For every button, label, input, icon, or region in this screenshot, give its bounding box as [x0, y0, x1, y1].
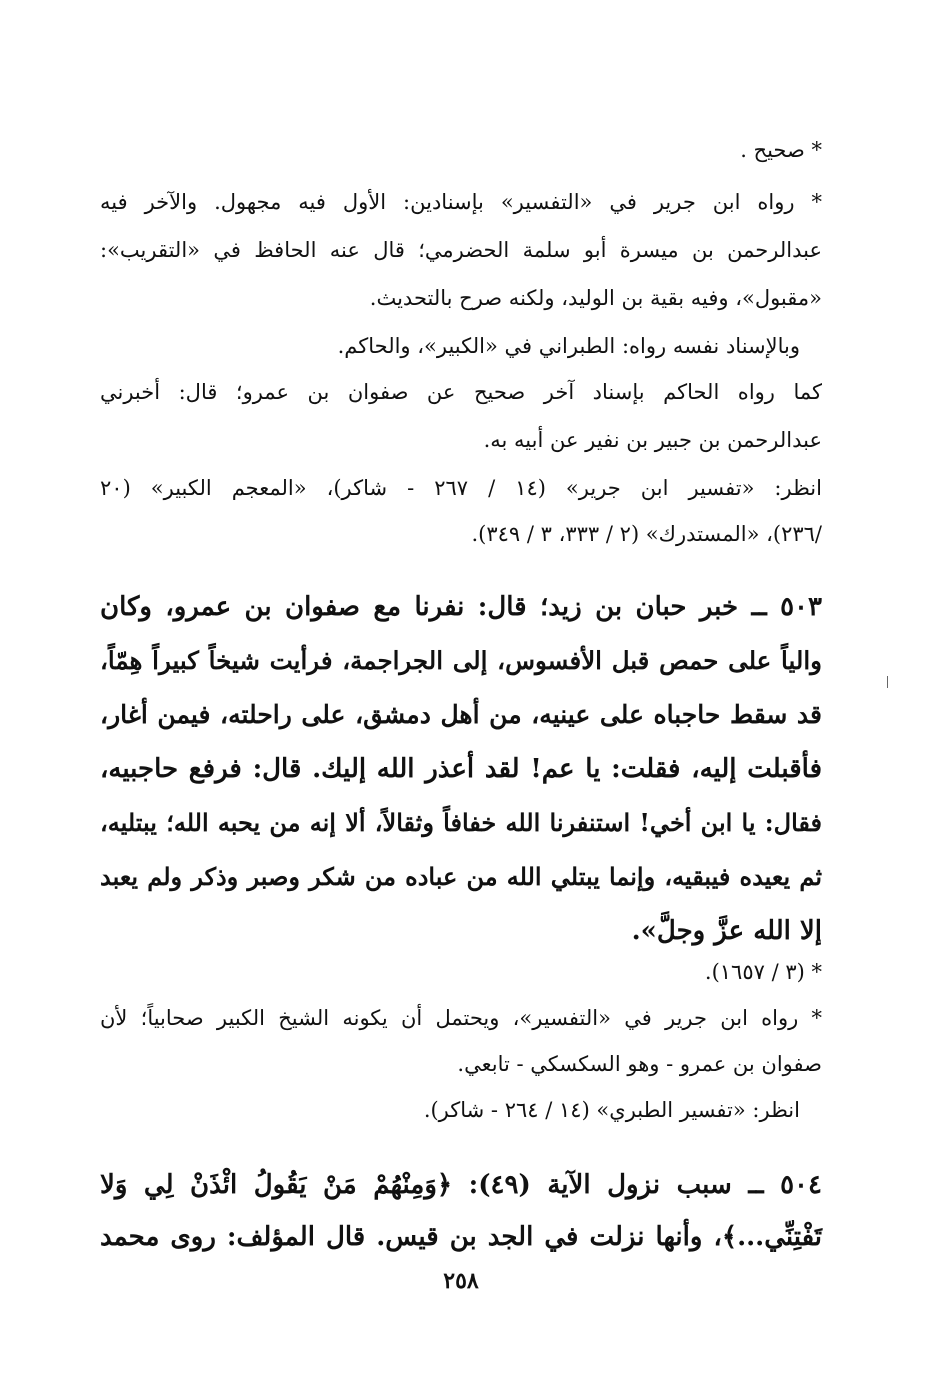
note-line: «مقبول»، وفيه بقية بن الوليد، ولكنه صرح بالتحديث.	[369, 286, 822, 310]
narration-line: ٥٠٤ ــ سبب نزول الآية (٤٩): ﴿وَمِنْهُمْ مَنْ يَقُولُ ائْذَنْ لِي وَلا	[100, 1170, 822, 1200]
narration-line: ٥٠٣ ــ خبر حبان بن زيد؛ قال: نفرنا مع صفوان بن عمرو، وكان	[100, 592, 822, 622]
note-line: * رواه ابن جرير في «التفسير»، ويحتمل أن يكونه الشيخ الكبير صحابياً؛ لأن	[100, 1006, 822, 1030]
narration-line: فأقبلت إليه، فقلت: يا عم! لقد أعذر الله إليك. قال: فرفع حاجبيه،	[100, 754, 822, 784]
narration-line: والياً على حمص قبل الأفسوس، إلى الجراجمة، فرأيت شيخاً كبيراً هِمّاً،	[100, 646, 822, 675]
scan-mark	[887, 676, 888, 688]
narration-line: قد سقط حاجباه على عينيه، من أهل دمشق، على راحلته، فيمن أغار،	[100, 700, 822, 729]
book-page	[100, 0, 822, 1396]
page-number: ٢٥٨	[443, 1268, 479, 1294]
note-line: كما رواه الحاكم بإسناد آخر صحيح عن صفوان بن عمرو؛ قال: أخبرني	[100, 380, 822, 404]
note-line: وبالإسناد نفسه رواه: الطبراني في «الكبير»، والحاكم.	[337, 334, 800, 358]
note-line: عبدالرحمن بن جبير بن نفير عن أبيه به.	[483, 428, 822, 452]
narration-line: تَفْتِنِّي...﴾، وأنها نزلت في الجد بن قيس. قال المؤلف: روى محمد	[100, 1222, 822, 1252]
narration-line: ثم يعيده فيبقيه، وإنما يبتلي الله من عباده من شكر وصبر وذكر ولم يعبد	[100, 862, 822, 891]
note-line: صفوان بن عمرو - وهو السكسكي - تابعي.	[457, 1052, 822, 1076]
reference-line: انظر: «تفسير ابن جرير» (١٤ / ٢٦٧ - شاكر)، «المعجم الكبير» (٢٠	[100, 476, 822, 500]
note-line: * رواه ابن جرير في «التفسير» بإسنادين: الأول فيه مجهول. والآخر فيه	[100, 190, 822, 214]
reference-line: /٢٣٦)، «المستدرك» (٢ / ٣٣٣، ٣ / ٣٤٩).	[471, 522, 822, 546]
reference-line: انظر: «تفسير الطبري» (١٤ / ٢٦٤ - شاكر).	[423, 1098, 800, 1122]
grading-line: * (٣ / ١٦٥٧).	[704, 960, 822, 984]
note-line: عبدالرحمن بن ميسرة أبو سلمة الحضرمي؛ قال عنه الحافظ في «التقريب»:	[100, 238, 822, 262]
narration-line: إلا الله عزَّ وجلَّ».	[631, 916, 822, 946]
grading-line: * صحيح .	[740, 138, 822, 162]
narration-line: فقال: يا ابن أخي! استنفرنا الله خفافاً وثقالاً، ألا إنه من يحبه الله؛ يبتليه،	[100, 808, 822, 837]
